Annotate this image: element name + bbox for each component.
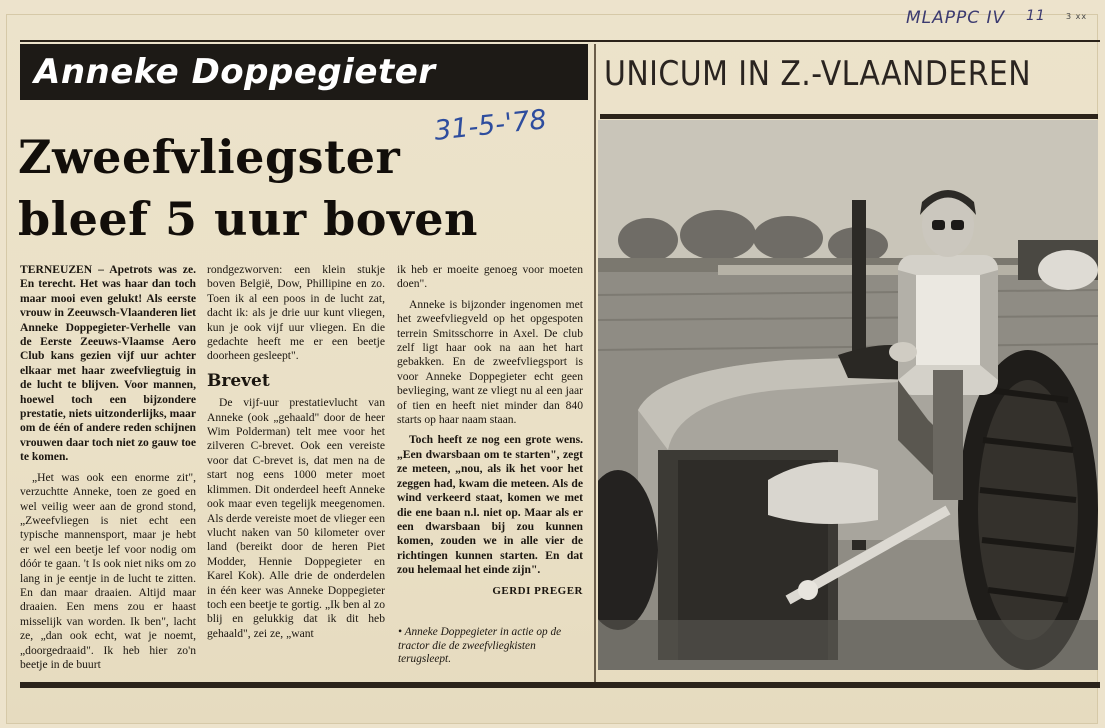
handwritten-corner-note <box>906 4 1096 34</box>
body-paragraph: „Het was ook een enorme zit", verzuchtte Anneke, toen ze goed en wel veilig weer aan de grond stond, „Zweefvliegen is niet echt een typische mannensport, maar je hebt er wel een beetje lef voor nodig om dóór te gaan. 't Is ook niet niks om zo lang in je eentje in de lucht te zitten. En dan maar draaien. Altijd maar draaien. Een mens zou er haast misselijk van worden. Ik ben", lacht ze, „dan ook echt, wat je noemt, „doorgedraaid". Ik heb hier zo'n beetje in de buurt <box>20 470 196 671</box>
page-note: 11 <box>1026 8 1046 24</box>
lead-paragraph: TERNEUZEN – Apetrots was ze. En terecht. Het was haar dan toch maar mooi even gelukt! Als eerste vrouw in Zeeuwsch-Vlaanderen liet Anneke Doppegieter-Verhelle van de Eerste Zeeuws-Vlaamse Aero Club kans gezien vijf uur achter elkaar met haar zweefvliegtuig in de lucht te blijven. Voor mannen, hoewel toch een bijzondere prestatie, niets uitzonderlijks, maar om de één of andere reden schijnen vrouwen daar toch niet zo gauw toe te komen. <box>20 263 196 464</box>
headline <box>18 126 588 250</box>
body-paragraph-bold: Toch heeft ze nog een grote wens. „Een dwarsbaan om te starten", zegt ze meteen, „nou, als ik het voor het zeggen had, kwam die meteen. Als de wind verkeerd staat, komen we met die ene baan n.l. niet op. Maar als er een dwarsbaan bij zou kunnen komen, zouden we in alle vier de richtingen kunnen starten. En dat zou helemaal het einde zijn". <box>397 433 583 577</box>
article-column-2 <box>207 263 385 647</box>
subheading-brevet: Brevet <box>207 370 270 391</box>
photo-illustration <box>598 120 1098 670</box>
byline: GERDI PREGER <box>492 584 583 597</box>
bottom-rule <box>20 682 1100 688</box>
body-paragraph: ik heb er moeite genoeg voor moeten doen". <box>397 263 583 291</box>
handwritten-date: 31-5-'78 <box>432 104 549 147</box>
body-paragraph: Anneke is bijzonder ingenomen met het zweefvliegveld op het opgespoten terrein Smitsschorre in Axel. De club zelf ligt haar ook na aan het hart gebakken. En de zweefvliegsport is voor Anneke Doppegieter echt geen bevlieging, want ze vliegt nu al een jaar of tien en heeft niet minder dan 840 starts op haar naam staan. <box>397 297 583 427</box>
banner-text: Anneke Doppegieter <box>34 52 436 92</box>
small-note: 3 xx <box>1066 12 1088 21</box>
section-title: UNICUM IN Z.-VLAANDEREN <box>604 54 1032 94</box>
column-divider <box>594 44 596 684</box>
body-paragraph: rondgezworven: een klein stukje boven België, Dow, Phillipine en zo. Toen ik al een poos in de lucht zat, dacht ik: als je drie uur kunt vliegen, kun je ook vijf uur vliegen. En die gedachte heeft me er een beetje doorheen gesleept". <box>207 263 385 363</box>
corner-note: MLAPPC IV <box>906 8 1006 28</box>
top-rule <box>20 40 1100 42</box>
news-photo-tractor <box>598 120 1098 670</box>
photo-caption: • Anneke Doppegieter in actie op de tractor die de zweefvliegkisten terugsleept. <box>398 626 562 666</box>
article-column-3 <box>397 263 583 598</box>
body-paragraph: De vijf-uur prestatievlucht van Anneke (ook „gehaald" door de heer Wim Polderman) telt mee voor het zilveren C-brevet. Ook een vereiste voor dat C-brevet is, dat men na de start nog eens 1000 meter moet klimmen. Dit onderdeel heeft Anneke ook maar even tegelijk meegenomen. Als derde vereiste moet de vlieger een vlucht naken van 50 kilometer over land (bereikt door de heren Piet Modder, Hennie Doppegieter en Karel Kok). Alle drie de onderdelen in één keer was Anneke Doppegieter toch een beetje te gortig. „Ik ben al zo blij en gelukkig dat ik dit heb gehaald", zei ze, „want <box>207 396 385 640</box>
photo-rule <box>600 114 1098 119</box>
headline-line-2: bleef 5 uur boven <box>18 192 478 246</box>
article-column-1 <box>20 263 196 678</box>
name-banner <box>20 44 588 100</box>
headline-line-1: Zweefvliegster <box>18 130 401 184</box>
